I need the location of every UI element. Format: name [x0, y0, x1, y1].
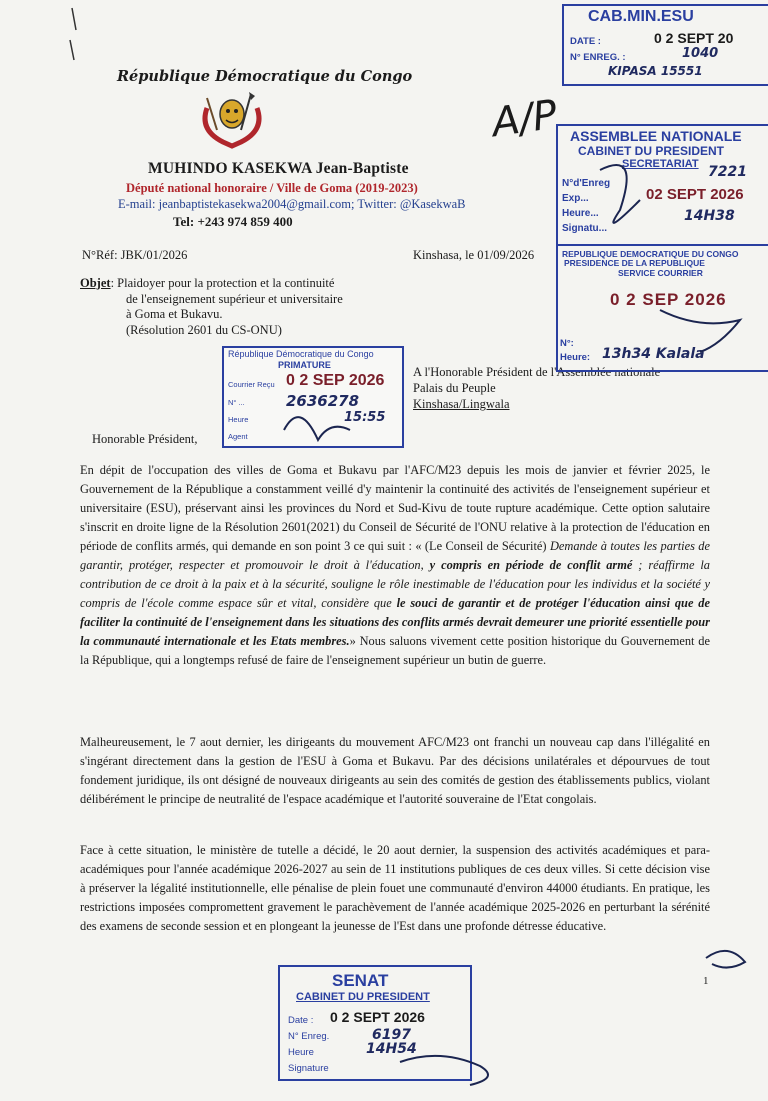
handwritten-number: 6197 — [372, 1027, 411, 1043]
stamp-label: N°d'Enreg — [562, 178, 611, 189]
stamp-presidence — [556, 244, 768, 372]
stamp-subtitle: CABINET DU PRESIDENT — [578, 144, 725, 158]
addressee-line: Kinshasa/Lingwala — [413, 397, 510, 411]
author-role: Député national honoraire / Ville de Goma (2019-2023) — [126, 181, 418, 195]
republic-heading: République Démocratique du Congo — [117, 68, 413, 85]
subject-label: Objet — [80, 276, 111, 290]
stamp-label: N° ... — [228, 398, 245, 407]
stamp-label: N° ENREG. : — [570, 52, 626, 63]
handwritten-time: 14H54 — [366, 1041, 417, 1057]
subject-block — [80, 276, 343, 338]
stamp-subtitle: CABINET DU PRESIDENT — [296, 991, 430, 1003]
stamp-label: Signature — [288, 1063, 329, 1074]
stamp-date: 0 2 SEPT 20 — [654, 30, 734, 46]
quote-text: Demande à toutes les parties de garantir, protéger, respecter et promouvoir le droit à l'éducation, — [80, 539, 711, 572]
handwritten-number: 7221 — [708, 164, 747, 180]
author-contact: E-mail: jeanbaptistekasekwa2004@gmail.com; Twitter: @KasekwaB — [118, 197, 466, 211]
paragraph-text: En dépit de l'occupation des villes de Goma et Bukavu par l'AFC/M23 depuis les mois de janvier et février 2025, le Gouvernement de la République a constamment veillé d'y maintenir la continuité des activités de l'enseignement supérieur et universitaire (ESU), préservant ainsi les provinces du Nord et Sud-Kivu de toute rupture académique. Cette option salutaire s'inscrit en droite ligne de la Résolution 2601(2021) du Conseil de Sécurité de l'ONU relative à la protection de l'éducation en période de conflits armés, qui demande en son point 3 ce qui suit : « (Le Conseil de Sécurité) — [80, 463, 710, 553]
handwritten-note: KIPASA 15551 — [608, 64, 703, 78]
stamp-title: SENAT — [332, 971, 389, 990]
stamp-title: REPUBLIQUE DEMOCRATIQUE DU CONGO — [562, 249, 739, 259]
handwritten-number: 2636278 — [286, 392, 360, 410]
stamp-date: 0 2 SEPT 2026 — [330, 1009, 425, 1025]
stamp-date: 02 SEPT 2026 — [646, 186, 744, 203]
stamp-label: Signatu... — [562, 223, 607, 234]
stamp-assemblee-nationale — [556, 124, 768, 246]
quote-emphasis: le souci de garantir et de protéger l'éducation ainsi que de faciliter la continuité de l'enseignement dans les situations des conflits armés devrait demeurer une priorité essentielle pour la communauté internationale et les Etats membres. — [80, 596, 710, 648]
signature-scribble — [706, 951, 745, 968]
stamp-label: Heure — [228, 415, 249, 424]
addressee-line: A l'Honorable Président de l'Assemblée nationale — [413, 365, 661, 379]
place-date: Kinshasa, le 01/09/2026 — [413, 248, 535, 262]
stamp-label: Heure... — [562, 208, 599, 219]
author-phone: Tel: +243 974 859 400 — [173, 214, 293, 229]
stamp-title: CAB.MIN.ESU — [588, 8, 694, 25]
paragraph-text: » Nous saluons vivement cette position historique du Gouvernement de la République, qui a longtemps refusé de faire de l'enseignement supérieur un butin de guerre. — [80, 634, 710, 667]
stamp-subtitle: PRIMATURE — [278, 360, 331, 370]
quote-text: ; réaffirme la contribution de ce droit à la paix et à la sécurité, souligne le rôle inestimable de l'éducation pour les individus et la société y compris de l'école comme espace sûr et vital, considère que — [80, 558, 711, 610]
stamp-title: ASSEMBLEE NATIONALE — [570, 128, 742, 144]
handwritten-margin-note: A/P — [489, 91, 560, 147]
subject-line: (Résolution 2601 du CS-ONU) — [126, 322, 282, 337]
salutation: Honorable Président, — [92, 432, 198, 446]
stamp-label: Exp... — [562, 193, 589, 204]
stamp-date: 0 2 SEP 2026 — [286, 372, 385, 389]
body-paragraph — [80, 461, 710, 670]
handwritten-number: 1040 — [682, 46, 719, 61]
handwritten-time: 15:55 — [344, 410, 386, 425]
stamp-label: Courrier Reçu — [228, 380, 275, 389]
stamp-subtitle: SECRETARIAT — [622, 158, 699, 170]
stamp-label: DATE : — [570, 36, 601, 47]
author-name: MUHINDO KASEKWA Jean-Baptiste — [148, 160, 409, 177]
margin-marks — [70, 8, 76, 60]
handwritten-time: 14H38 — [684, 208, 735, 224]
page-number: 1 — [703, 975, 709, 987]
subject-line: à Goma et Bukavu. — [126, 307, 223, 321]
subject-line: : Plaidoyer pour la protection et la continuité — [110, 276, 335, 290]
body-paragraph: Malheureusement, le 7 aout dernier, les dirigeants du mouvement AFC/M23 ont franchi un nouveau cap dans l'illégalité en s'ingérant directement dans la gestion de l'ESU à Goma et Bukavu. Par des décisions unilatérales et dépourvues de tout fondement juridique, ils ont désigné de nouveaux dirigeants au sein des comités de gestion des établissements publics, violant délibérément le principe de neutralité de l'espace académique et l'autorité souveraine de l'Etat congolais. — [80, 735, 710, 806]
stamp-label: Heure: — [560, 352, 591, 363]
stamp-label: Heure — [288, 1047, 314, 1058]
stamp-label: N° Enreg. — [288, 1031, 330, 1042]
body-paragraph: Face à cette situation, le ministère de tutelle a décidé, le 20 aout dernier, la suspension des activités académiques et para-académiques pour l'année académique 2026-2027 au sein de 11 institutions publiques de ces deux villes. Si cette décision vise à préserver la légalité institutionnelle, elle pénalise de plein fouet une communauté d'environ 44000 étudiants. En pratique, les restrictions imposées compromettent gravement le parachèvement de l'année académique 2025-2026 en perturbant la sérénité des examens de seconde session et en plongeant la jeunesse de l'Est dans une profonde détresse éducative. — [80, 843, 710, 933]
stamp-primature — [222, 346, 404, 448]
addressee-line: Palais du Peuple — [413, 381, 496, 395]
stamp-label: N°: — [560, 338, 574, 349]
reference-number: N°Réf: JBK/01/2026 — [82, 248, 188, 262]
stamp-label: Agent — [228, 432, 248, 441]
coat-of-arms-icon — [193, 90, 271, 152]
subject-line: de l'enseignement supérieur et universitaire — [126, 291, 343, 306]
stamp-cab-min-esu — [562, 4, 768, 86]
stamp-title: République Démocratique du Congo — [228, 349, 374, 359]
stamp-date: 0 2 SEP 2026 — [610, 290, 727, 309]
stamp-senat — [278, 965, 472, 1081]
quote-emphasis: y compris en période de conflit armé — [429, 558, 633, 572]
handwritten-note: 13h34 Kalala — [602, 346, 705, 362]
stamp-label: Date : — [288, 1015, 314, 1026]
stamp-subtitle: PRESIDENCE DE LA REPUBLIQUE — [564, 258, 705, 268]
stamp-subtitle: SERVICE COURRIER — [618, 268, 703, 278]
